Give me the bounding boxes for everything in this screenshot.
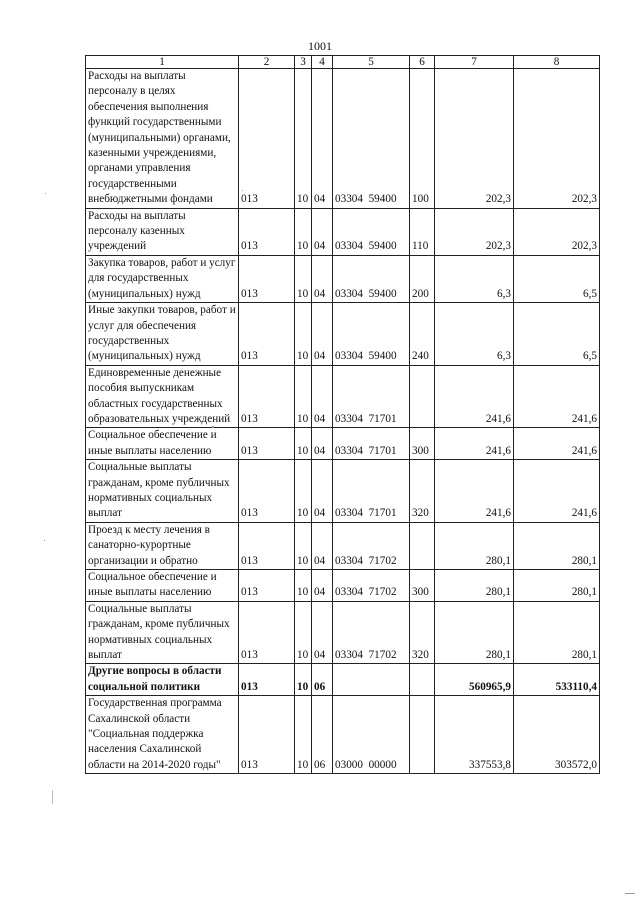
row-cell-col-8: 241,6	[514, 365, 600, 428]
row-cell-col-2: 013	[239, 460, 295, 523]
row-cell-col-2: 013	[239, 208, 295, 255]
row-name-cell: Закупка товаров, работ и услуг для государственных (муниципальных) нужд	[86, 255, 239, 302]
row-cell-col-5: 03304 59400	[333, 303, 410, 366]
row-cell-col-5: 03304 59400	[333, 208, 410, 255]
row-cell-col-8: 303572,0	[514, 696, 600, 774]
row-cell-col-7: 202,3	[435, 208, 514, 255]
row-name-cell: Единовременные денежные пособия выпускникам областных государственных образовательных учреждений	[86, 365, 239, 428]
row-cell-col-2: 013	[239, 428, 295, 460]
row-name-cell: Проезд к месту лечения в санаторно-курортные организации и обратно	[86, 522, 239, 569]
row-cell-col-7: 337553,8	[435, 696, 514, 774]
table-row	[86, 664, 600, 696]
row-cell-col-5: 03304 71701	[333, 365, 410, 428]
header-row	[86, 56, 600, 69]
row-cell-col-7: 6,3	[435, 255, 514, 302]
row-cell-col-7: 241,6	[435, 460, 514, 523]
row-cell-col-7: 280,1	[435, 522, 514, 569]
table-row	[86, 696, 600, 774]
row-cell-col-6	[410, 365, 435, 428]
row-cell-col-6: 100	[410, 69, 435, 209]
row-cell-col-2: 013	[239, 255, 295, 302]
row-cell-col-6	[410, 522, 435, 569]
row-name-cell: Социальное обеспечение и иные выплаты населению	[86, 570, 239, 602]
row-cell-col-7: 560965,9	[435, 664, 514, 696]
row-cell-col-2: 013	[239, 365, 295, 428]
row-cell-col-5	[333, 664, 410, 696]
row-cell-col-6: 240	[410, 303, 435, 366]
row-cell-col-6: 300	[410, 428, 435, 460]
row-cell-col-3: 10	[295, 428, 312, 460]
row-cell-col-3: 10	[295, 696, 312, 774]
table-row	[86, 570, 600, 602]
row-cell-col-5: 03304 71702	[333, 570, 410, 602]
table-row	[86, 601, 600, 664]
row-cell-col-2: 013	[239, 664, 295, 696]
row-cell-col-3: 10	[295, 365, 312, 428]
table-row	[86, 208, 600, 255]
column-header-4: 4	[312, 56, 333, 69]
row-cell-col-6: 300	[410, 570, 435, 602]
table-row	[86, 69, 600, 209]
row-cell-col-6: 200	[410, 255, 435, 302]
row-cell-col-6	[410, 664, 435, 696]
row-cell-col-8: 6,5	[514, 303, 600, 366]
row-cell-col-7: 280,1	[435, 601, 514, 664]
row-cell-col-8: 280,1	[514, 601, 600, 664]
row-cell-col-6: 320	[410, 460, 435, 523]
column-header-1: 1	[86, 56, 239, 69]
row-cell-col-3: 10	[295, 208, 312, 255]
row-cell-col-5: 03304 71701	[333, 460, 410, 523]
row-cell-col-5: 03304 71701	[333, 428, 410, 460]
row-cell-col-4: 06	[312, 696, 333, 774]
row-cell-col-3: 10	[295, 664, 312, 696]
table-row	[86, 522, 600, 569]
row-cell-col-6: 110	[410, 208, 435, 255]
row-cell-col-5: 03304 71702	[333, 522, 410, 569]
column-header-3: 3	[295, 56, 312, 69]
row-cell-col-8: 280,1	[514, 522, 600, 569]
row-cell-col-4: 04	[312, 570, 333, 602]
row-cell-col-8: 280,1	[514, 570, 600, 602]
row-cell-col-8: 6,5	[514, 255, 600, 302]
budget-table	[85, 55, 600, 774]
row-cell-col-3: 10	[295, 460, 312, 523]
row-cell-col-6	[410, 696, 435, 774]
row-name-cell: Иные закупки товаров, работ и услуг для обеспечения государственных (муниципальных) нужд	[86, 303, 239, 366]
row-name-cell: Расходы на выплаты персоналу казенных учреждений	[86, 208, 239, 255]
row-cell-col-2: 013	[239, 522, 295, 569]
column-header-6: 6	[410, 56, 435, 69]
row-cell-col-2: 013	[239, 570, 295, 602]
row-cell-col-5: 03304 71702	[333, 601, 410, 664]
table-row	[86, 428, 600, 460]
row-cell-col-2: 013	[239, 69, 295, 209]
scan-speck	[44, 540, 45, 541]
row-cell-col-7: 241,6	[435, 428, 514, 460]
row-cell-col-3: 10	[295, 570, 312, 602]
row-name-cell: Другие вопросы в области социальной политики	[86, 664, 239, 696]
row-cell-col-8: 533110,4	[514, 664, 600, 696]
row-cell-col-8: 202,3	[514, 208, 600, 255]
page-number: 1001	[308, 39, 332, 53]
row-cell-col-8: 241,6	[514, 428, 600, 460]
column-header-2: 2	[239, 56, 295, 69]
column-header-5: 5	[333, 56, 410, 69]
row-cell-col-2: 013	[239, 601, 295, 664]
row-cell-col-5: 03304 59400	[333, 255, 410, 302]
row-name-cell: Социальное обеспечение и иные выплаты населению	[86, 428, 239, 460]
row-cell-col-5: 03000 00000	[333, 696, 410, 774]
row-name-cell: Социальные выплаты гражданам, кроме публичных нормативных социальных выплат	[86, 601, 239, 664]
row-cell-col-4: 04	[312, 601, 333, 664]
column-header-7: 7	[435, 56, 514, 69]
row-cell-col-7: 6,3	[435, 303, 514, 366]
row-cell-col-3: 10	[295, 522, 312, 569]
table-row	[86, 365, 600, 428]
row-cell-col-7: 202,3	[435, 69, 514, 209]
row-cell-col-4: 04	[312, 460, 333, 523]
scan-speck	[242, 190, 243, 191]
scan-speck	[212, 426, 214, 428]
row-cell-col-4: 04	[312, 208, 333, 255]
table-row	[86, 255, 600, 302]
row-cell-col-7: 280,1	[435, 570, 514, 602]
row-cell-col-4: 04	[312, 365, 333, 428]
row-name-cell: Государственная программа Сахалинской области "Социальная поддержка населения Сахалинской области на 2014-2020 годы"	[86, 696, 239, 774]
row-cell-col-2: 013	[239, 696, 295, 774]
row-cell-col-3: 10	[295, 303, 312, 366]
row-cell-col-8: 241,6	[514, 460, 600, 523]
row-cell-col-4: 06	[312, 664, 333, 696]
row-cell-col-8: 202,3	[514, 69, 600, 209]
row-cell-col-4: 04	[312, 428, 333, 460]
row-cell-col-7: 241,6	[435, 365, 514, 428]
row-cell-col-6: 320	[410, 601, 435, 664]
row-cell-col-4: 04	[312, 255, 333, 302]
row-cell-col-3: 10	[295, 601, 312, 664]
table-row	[86, 460, 600, 523]
row-name-cell: Расходы на выплаты персоналу в целях обеспечения выполнения функций государственными (муниципальными) органами, казенными учреждениями, органами управления государственными внебюджетными фондами	[86, 69, 239, 209]
row-cell-col-3: 10	[295, 255, 312, 302]
row-cell-col-3: 10	[295, 69, 312, 209]
row-cell-col-4: 04	[312, 69, 333, 209]
row-cell-col-4: 04	[312, 303, 333, 366]
row-cell-col-5: 03304 59400	[333, 69, 410, 209]
table-row	[86, 303, 600, 366]
scan-speck	[52, 790, 53, 804]
column-header-8: 8	[514, 56, 600, 69]
row-cell-col-4: 04	[312, 522, 333, 569]
row-name-cell: Социальные выплаты гражданам, кроме публичных нормативных социальных выплат	[86, 460, 239, 523]
row-cell-col-2: 013	[239, 303, 295, 366]
scan-speck	[625, 893, 635, 894]
scan-speck	[45, 193, 46, 194]
